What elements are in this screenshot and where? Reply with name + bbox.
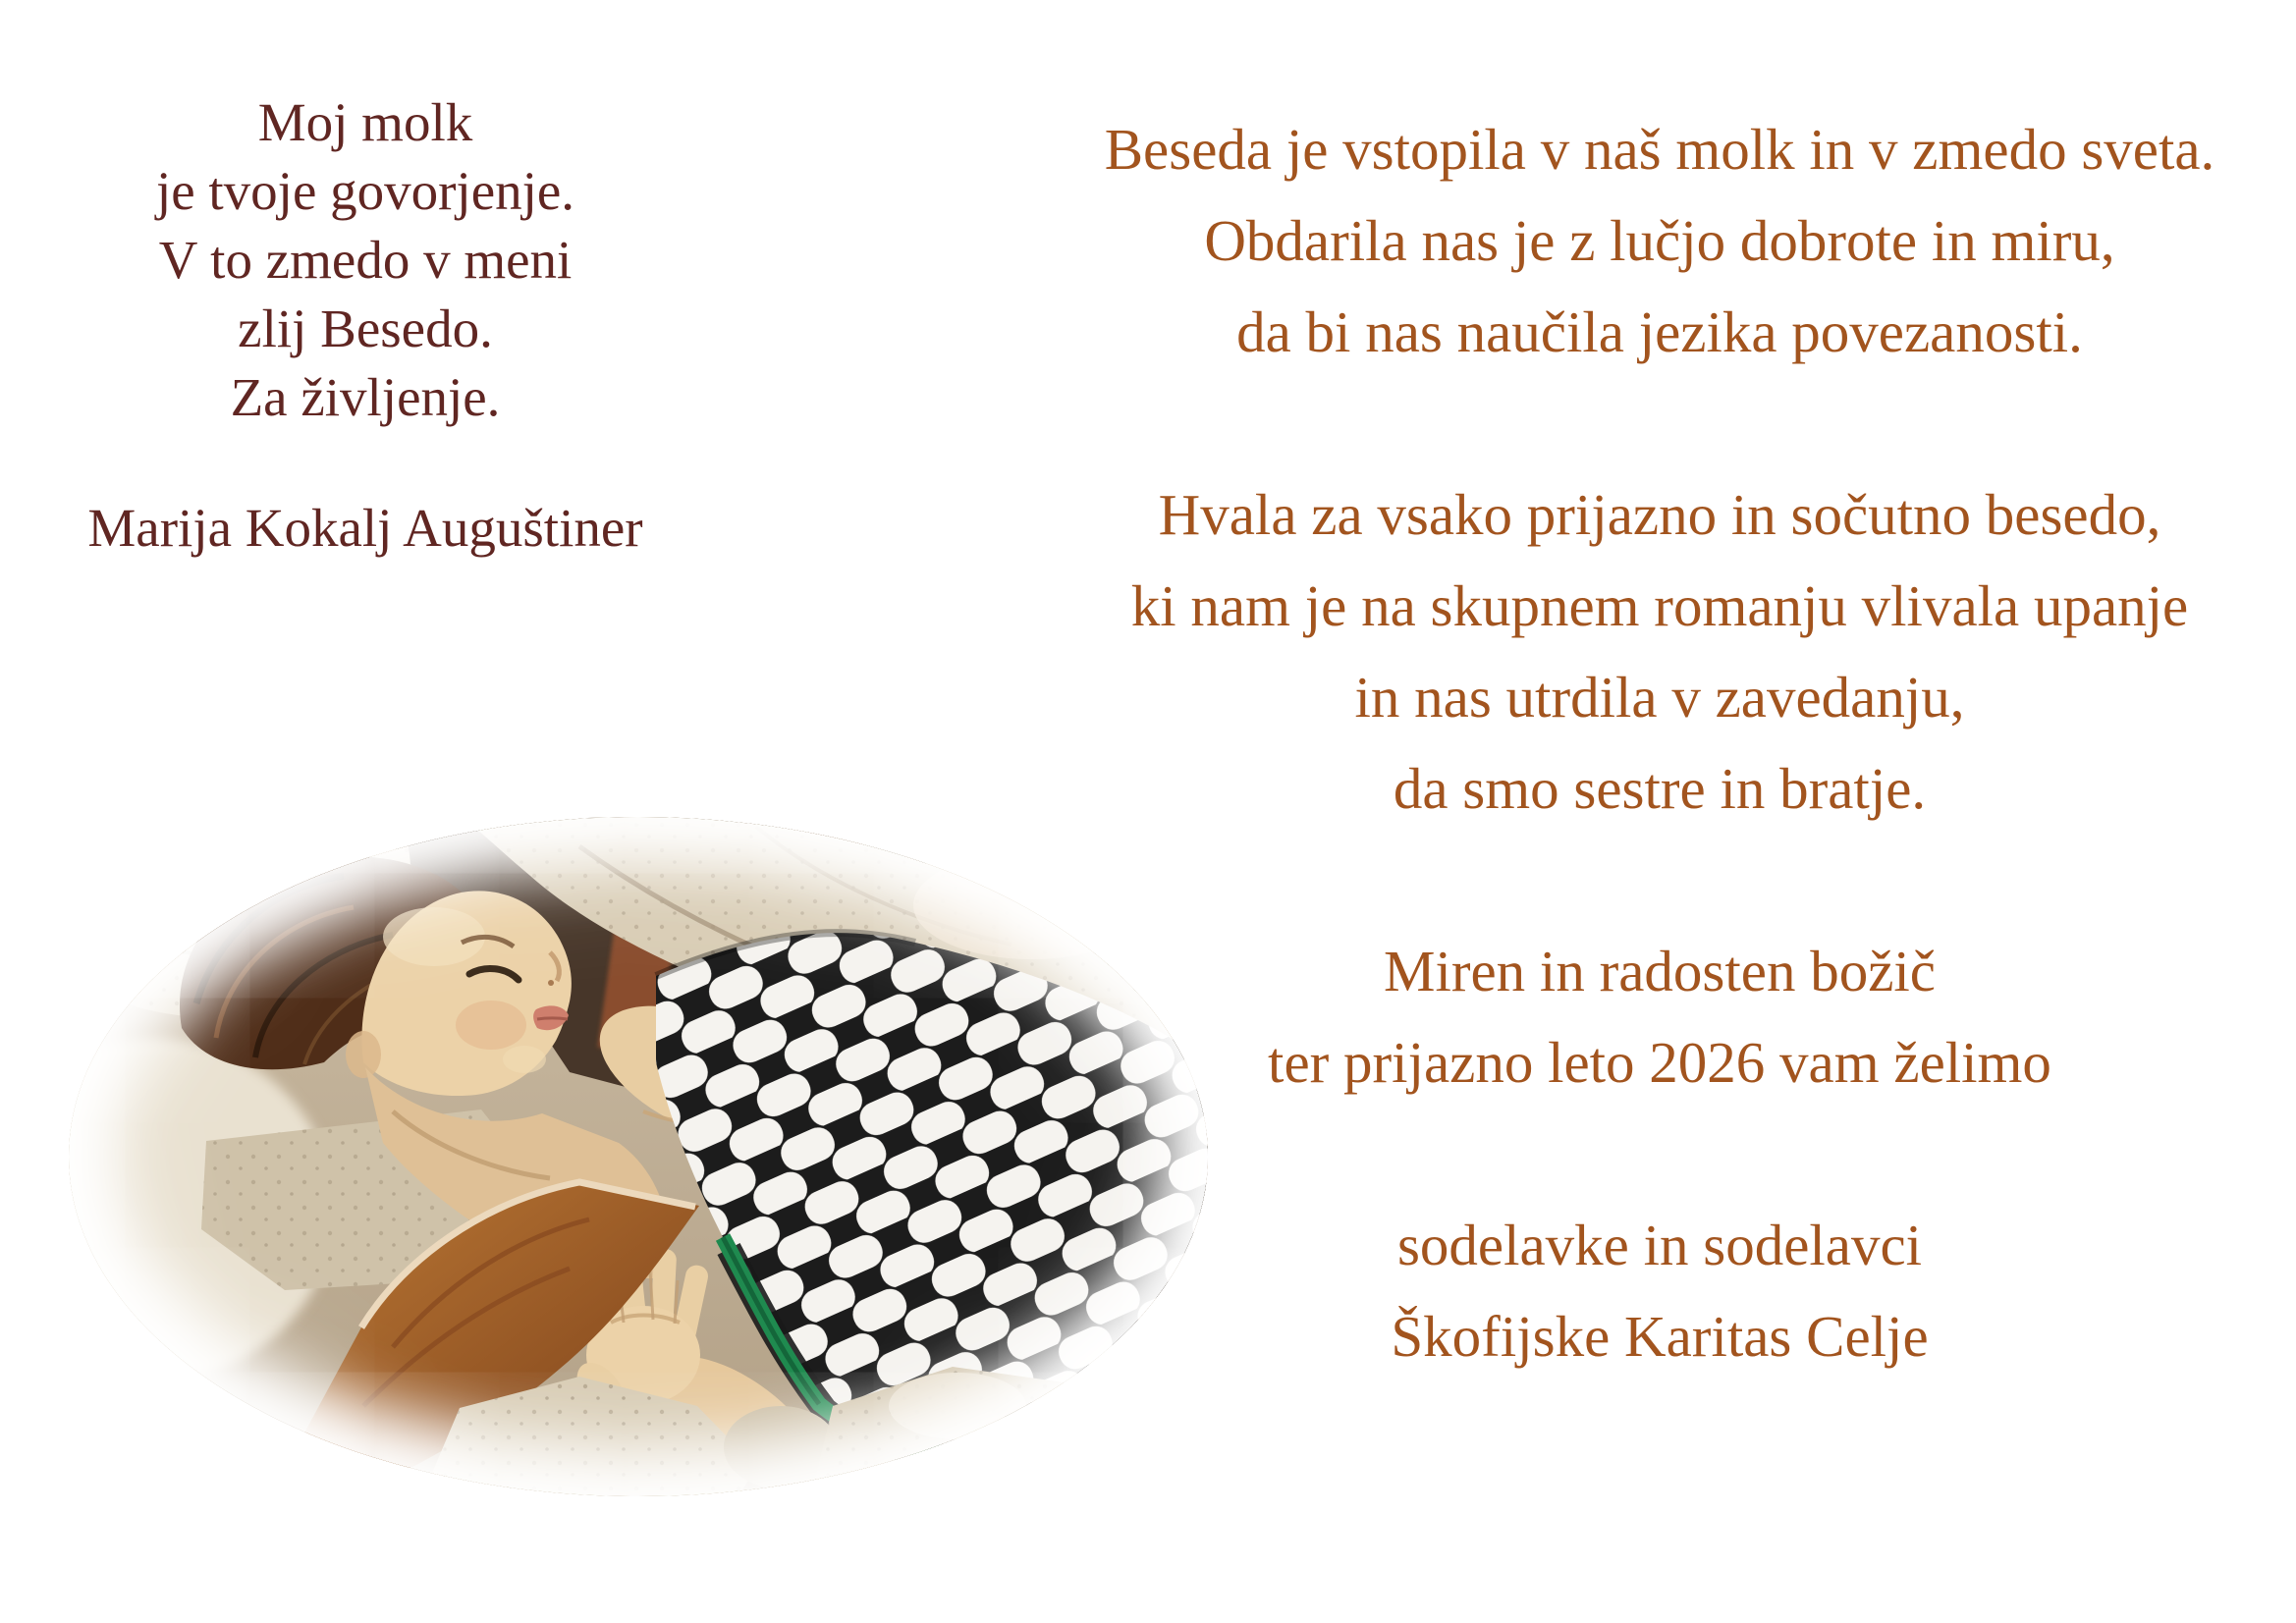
- poem-author: Marija Kokalj Auguštiner: [87, 498, 643, 558]
- poem-line-1: Moj molk: [257, 92, 473, 152]
- greeting-line: in nas utrdila v zavedanju,: [1354, 665, 1965, 730]
- greeting-block: [1019, 104, 2296, 1382]
- poem-line-3: V to zmedo v meni: [158, 230, 573, 290]
- greeting-line-wish: ter prijazno leto 2026 vam želimo: [1268, 1030, 2051, 1095]
- stanza-gap: [1019, 1109, 2296, 1200]
- greeting-line: ki nam je na skupnem romanju vlivala upanje: [1130, 573, 2189, 638]
- stanza-gap: [1019, 835, 2296, 926]
- greeting-line: da smo sestre in bratje.: [1393, 756, 1927, 821]
- poem-block: [39, 88, 691, 432]
- greeting-line: Obdarila nas je z lučjo dobrote in miru,: [1204, 208, 2115, 273]
- poem-line-5: Za življenje.: [230, 367, 501, 427]
- greeting-line: da bi nas naučila jezika povezanosti.: [1236, 299, 2083, 364]
- signature-line: sodelavke in sodelavci: [1396, 1213, 1923, 1277]
- nativity-photo-illustration: [69, 817, 1208, 1496]
- nativity-photo: [69, 817, 1208, 1496]
- poem-line-2: je tvoje govorjenje.: [155, 161, 575, 221]
- greeting-line: Beseda je vstopila v naš molk in v zmedo sveta.: [1104, 117, 2215, 182]
- greeting-line: Hvala za vsako prijazno in sočutno besedo,: [1158, 482, 2161, 547]
- greeting-line-wish: Miren in radosten božič: [1384, 939, 1936, 1003]
- stanza-gap: [1019, 378, 2296, 469]
- poem-line-4: zlij Besedo.: [238, 298, 493, 358]
- signature-line: Škofijske Karitas Celje: [1391, 1304, 1929, 1369]
